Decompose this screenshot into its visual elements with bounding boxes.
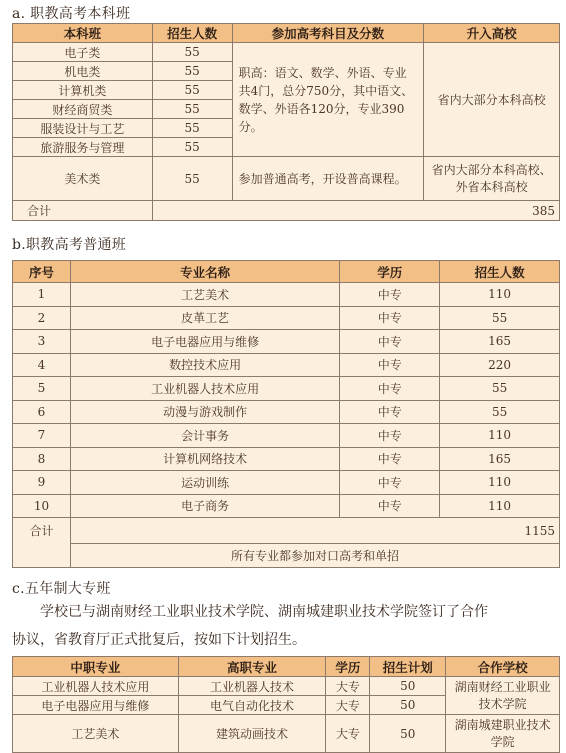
degree-cell: 中专 [340,377,440,401]
exam-desc-cell: 参加普通高考，开设普高课程。 [232,157,424,201]
higher-major-cell: 工业机器人技术 [178,677,326,696]
count-cell: 110 [440,494,560,518]
paragraph-line: 协议，省教育厅正式批复后，按如下计划招生。 [12,632,306,648]
section-a-title: a. 职教高考本科班 [12,6,131,22]
count-cell: 110 [440,471,560,495]
degree-cell: 大专 [326,715,370,753]
major-cell: 机电类 [13,62,153,81]
total-row [13,518,560,544]
count-cell: 110 [440,424,560,448]
higher-major-cell: 建筑动画技术 [178,715,326,753]
degree-cell: 中专 [340,494,440,518]
header-cell: 参加高考科目及分数 [232,24,424,43]
major-cell: 动漫与游戏制作 [70,400,339,424]
exam-desc-cell: 职高：语文、数学、外语、专业共4门，总分750分，其中语文、数学、外语各120分，专业390分。 [232,43,424,157]
total-value: 385 [152,201,559,221]
index-cell: 5 [13,377,71,401]
index-cell: 6 [13,400,71,424]
university-cell: 省内大部分本科高校、外省本科高校 [424,157,560,201]
paragraph-line: 学校已与湖南财经工业职业技术学院、湖南城建职业技术学院签订了合作 [40,604,488,620]
total-label: 合计 [13,201,153,221]
table-row [13,157,560,201]
table-row [13,377,560,401]
degree-cell: 中专 [340,283,440,307]
major-cell: 数控技术应用 [70,353,339,377]
section-c-title: c.五年制大专班 [12,581,111,597]
table-a [12,23,560,221]
count-cell: 55 [440,377,560,401]
major-cell: 工艺美术 [70,283,339,307]
degree-cell: 中专 [340,424,440,448]
university-cell: 省内大部分本科高校 [424,43,560,157]
count-cell: 55 [152,100,232,119]
header-cell: 专业名称 [70,261,339,283]
total-value: 1155 [70,518,559,544]
table-row [13,677,560,696]
count-cell: 55 [152,43,232,62]
plan-cell: 50 [370,677,446,696]
secondary-major-cell: 工艺美术 [13,715,179,753]
count-cell: 110 [440,283,560,307]
degree-cell: 中专 [340,306,440,330]
index-cell: 10 [13,494,71,518]
count-cell: 55 [152,62,232,81]
degree-cell: 中专 [340,471,440,495]
total-label: 合计 [13,518,71,568]
partner-cell: 湖南财经工业职业技术学院 [446,677,560,715]
table-row [13,494,560,518]
major-cell: 电子电器应用与维修 [70,330,339,354]
major-cell: 计算机网络技术 [70,447,339,471]
table-row [13,330,560,354]
major-cell: 服装设计与工艺 [13,119,153,138]
header-cell: 招生人数 [440,261,560,283]
table-b-header [13,261,560,283]
major-cell: 运动训练 [70,471,339,495]
header-cell: 序号 [13,261,71,283]
major-cell: 电子商务 [70,494,339,518]
index-cell: 2 [13,306,71,330]
table-c [12,656,560,753]
count-cell: 55 [152,119,232,138]
table-row [13,715,560,753]
degree-cell: 中专 [340,400,440,424]
count-cell: 55 [152,157,232,201]
header-cell: 中职专业 [13,657,179,677]
table-row [13,400,560,424]
table-c-header [13,657,560,677]
header-cell: 招生人数 [152,24,232,43]
major-cell: 皮革工艺 [70,306,339,330]
count-cell: 55 [440,400,560,424]
secondary-major-cell: 电子电器应用与维修 [13,696,179,715]
note-row [13,544,560,568]
count-cell: 55 [152,138,232,157]
degree-cell: 中专 [340,447,440,471]
major-cell: 旅游服务与管理 [13,138,153,157]
count-cell: 165 [440,330,560,354]
table-row [13,283,560,307]
table-row [13,43,560,62]
table-row [13,353,560,377]
major-cell: 会计事务 [70,424,339,448]
total-row [13,201,560,221]
header-cell: 本科班 [13,24,153,43]
header-cell: 学历 [340,261,440,283]
degree-cell: 大专 [326,677,370,696]
major-cell: 美术类 [13,157,153,201]
table-row [13,447,560,471]
section-b-title: b.职教高考普通班 [12,237,127,253]
index-cell: 9 [13,471,71,495]
partner-cell: 湖南城建职业技术学院 [446,715,560,753]
index-cell: 1 [13,283,71,307]
count-cell: 55 [440,306,560,330]
degree-cell: 大专 [326,696,370,715]
index-cell: 3 [13,330,71,354]
index-cell: 7 [13,424,71,448]
count-cell: 55 [152,81,232,100]
note-cell: 所有专业都参加对口高考和单招 [70,544,559,568]
index-cell: 4 [13,353,71,377]
major-cell: 计算机类 [13,81,153,100]
header-cell: 升入高校 [424,24,560,43]
major-cell: 财经商贸类 [13,100,153,119]
degree-cell: 中专 [340,330,440,354]
header-cell: 学历 [326,657,370,677]
plan-cell: 50 [370,696,446,715]
major-cell: 电子类 [13,43,153,62]
table-row [13,306,560,330]
table-row [13,424,560,448]
table-b [12,260,560,568]
secondary-major-cell: 工业机器人技术应用 [13,677,179,696]
header-cell: 招生计划 [370,657,446,677]
table-row [13,471,560,495]
count-cell: 165 [440,447,560,471]
header-cell: 合作学校 [446,657,560,677]
header-cell: 高职专业 [178,657,326,677]
table-a-header [13,24,560,43]
degree-cell: 中专 [340,353,440,377]
index-cell: 8 [13,447,71,471]
count-cell: 220 [440,353,560,377]
plan-cell: 50 [370,715,446,753]
higher-major-cell: 电气自动化技术 [178,696,326,715]
major-cell: 工业机器人技术应用 [70,377,339,401]
